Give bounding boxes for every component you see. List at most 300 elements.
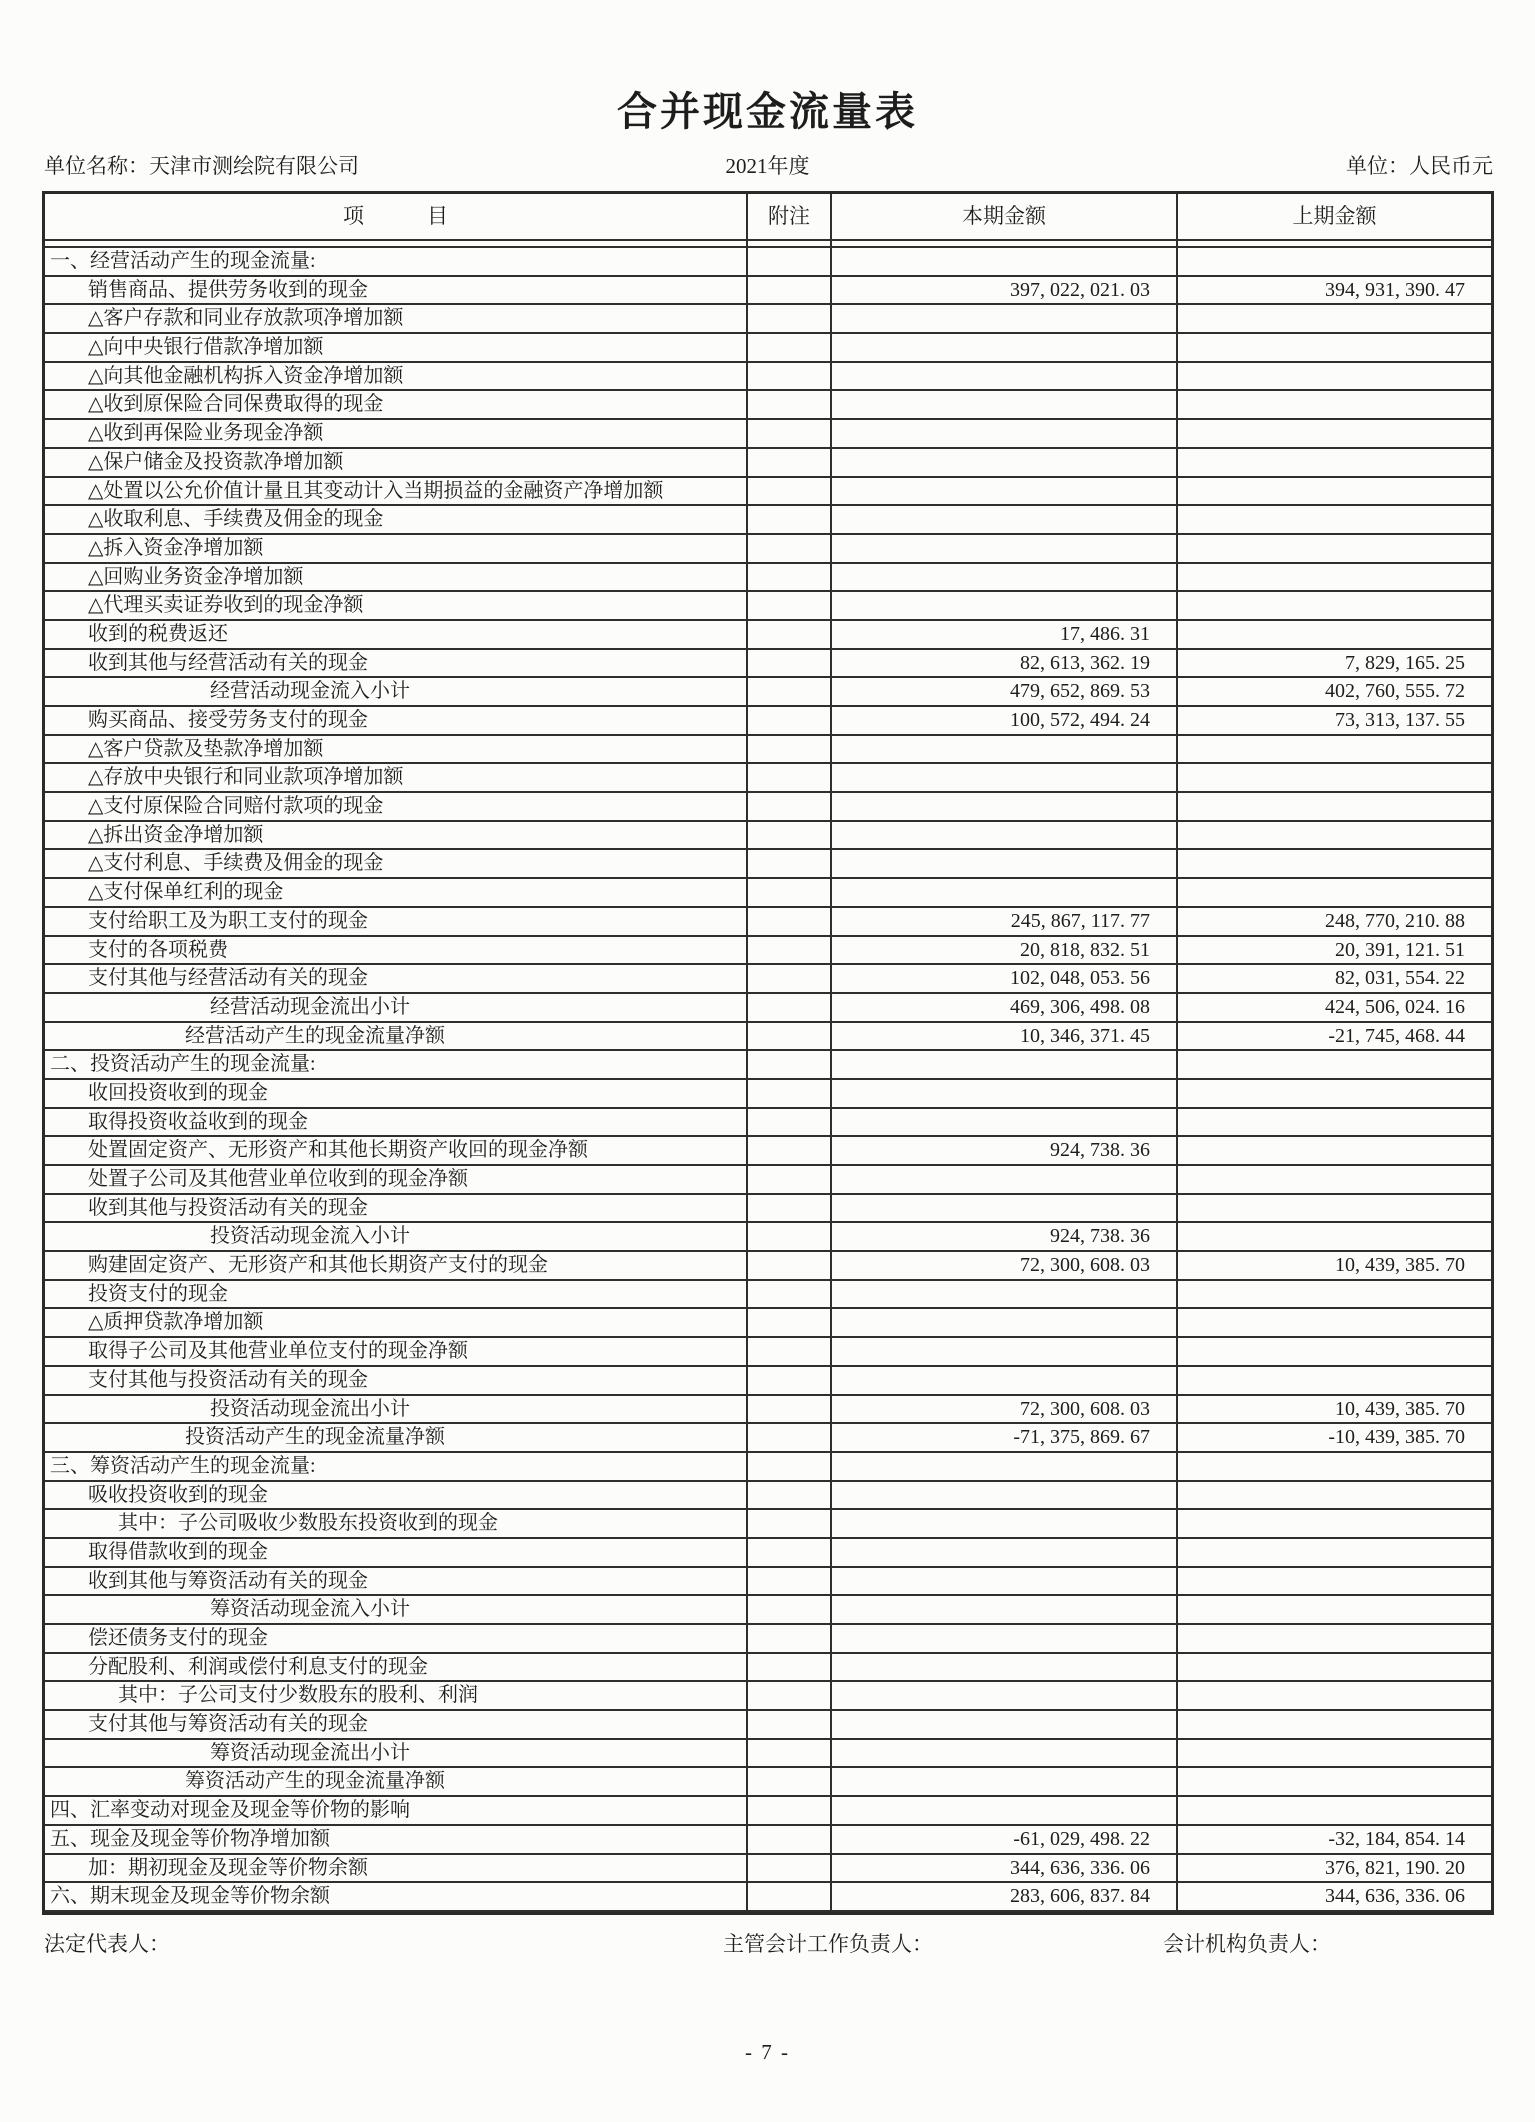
prior-amount-cell [1178, 478, 1491, 507]
current-amount-cell [832, 1539, 1178, 1568]
prior-amount-cell: 10, 439, 385. 70 [1178, 1396, 1491, 1425]
prior-amount-cell [1178, 305, 1491, 334]
current-amount-cell [832, 822, 1178, 851]
item-cell: 筹资活动现金流入小计 [45, 1596, 748, 1625]
note-cell [748, 736, 832, 765]
prior-amount-cell [1178, 1223, 1491, 1252]
table-row [45, 1711, 1491, 1740]
table-row [45, 535, 1491, 564]
note-cell [748, 1596, 832, 1625]
table-row [45, 1740, 1491, 1769]
item-cell: 经营活动产生的现金流量净额 [45, 1023, 748, 1052]
prior-amount-cell [1178, 764, 1491, 793]
item-cell: 筹资活动现金流出小计 [45, 1740, 748, 1769]
current-amount-cell [832, 592, 1178, 621]
current-amount-cell: 245, 867, 117. 77 [832, 908, 1178, 937]
current-amount-cell [832, 1367, 1178, 1396]
note-cell [748, 1080, 832, 1109]
note-cell [748, 334, 832, 363]
item-cell: △支付保单红利的现金 [45, 879, 748, 908]
current-amount-cell: 72, 300, 608. 03 [832, 1252, 1178, 1281]
note-cell [748, 1195, 832, 1224]
item-cell: △收取利息、手续费及佣金的现金 [45, 506, 748, 535]
prior-amount-cell [1178, 822, 1491, 851]
prior-amount-cell [1178, 1568, 1491, 1597]
note-cell [748, 1223, 832, 1252]
note-cell [748, 1654, 832, 1683]
table-row [45, 1482, 1491, 1511]
item-cell: △支付利息、手续费及佣金的现金 [45, 850, 748, 879]
note-cell [748, 707, 832, 736]
table-row [45, 1568, 1491, 1597]
note-cell [748, 1797, 832, 1826]
table-row [45, 305, 1491, 334]
note-cell [748, 277, 832, 306]
note-cell [748, 391, 832, 420]
prior-amount-cell [1178, 1309, 1491, 1338]
prior-amount-cell [1178, 248, 1491, 277]
table-row [45, 506, 1491, 535]
item-cell: △保户储金及投资款净增加额 [45, 449, 748, 478]
current-amount-cell [832, 764, 1178, 793]
note-cell [748, 994, 832, 1023]
prior-amount-cell [1178, 879, 1491, 908]
cash-flow-table [42, 191, 1494, 1915]
item-cell: △向其他金融机构拆入资金净增加额 [45, 363, 748, 392]
note-cell [748, 937, 832, 966]
page-title: 合并现金流量表 [617, 89, 918, 134]
item-cell: △客户贷款及垫款净增加额 [45, 736, 748, 765]
prior-amount-cell [1178, 363, 1491, 392]
note-cell [748, 1367, 832, 1396]
note-cell [748, 1453, 832, 1482]
current-amount-cell: -61, 029, 498. 22 [832, 1826, 1178, 1855]
item-cell: 取得子公司及其他营业单位支付的现金净额 [45, 1338, 748, 1367]
table-row [45, 1682, 1491, 1711]
current-amount-cell [832, 1711, 1178, 1740]
item-cell: 其中：子公司吸收少数股东投资收到的现金 [45, 1510, 748, 1539]
prior-amount-cell [1178, 334, 1491, 363]
note-cell [748, 1682, 832, 1711]
item-cell: 支付其他与经营活动有关的现金 [45, 965, 748, 994]
current-amount-cell [832, 1682, 1178, 1711]
table-row [45, 793, 1491, 822]
note-cell [748, 564, 832, 593]
item-cell: 筹资活动产生的现金流量净额 [45, 1768, 748, 1797]
note-cell [748, 650, 832, 679]
table-body [45, 248, 1491, 1912]
current-amount-cell [832, 1051, 1178, 1080]
prior-amount-cell [1178, 621, 1491, 650]
note-cell [748, 592, 832, 621]
table-row [45, 1654, 1491, 1683]
item-cell: 收到其他与经营活动有关的现金 [45, 650, 748, 679]
item-cell: 收到其他与筹资活动有关的现金 [45, 1568, 748, 1597]
item-cell: 五、现金及现金等价物净增加额 [45, 1826, 748, 1855]
prior-amount-cell: 7, 829, 165. 25 [1178, 650, 1491, 679]
note-cell [748, 908, 832, 937]
note-cell [748, 1396, 832, 1425]
prior-amount-cell [1178, 1137, 1491, 1166]
note-cell [748, 1855, 832, 1884]
table-row [45, 1223, 1491, 1252]
note-cell [748, 1768, 832, 1797]
table-row [45, 1883, 1491, 1912]
table-row [45, 1826, 1491, 1855]
prior-amount-cell [1178, 420, 1491, 449]
current-amount-cell: 469, 306, 498. 08 [832, 994, 1178, 1023]
item-cell: △收到原保险合同保费取得的现金 [45, 391, 748, 420]
prior-amount-cell [1178, 1625, 1491, 1654]
header-prior-column: 上期金额 [1178, 194, 1491, 241]
item-cell: △收到再保险业务现金净额 [45, 420, 748, 449]
note-cell [748, 764, 832, 793]
table-row [45, 1424, 1491, 1453]
prior-amount-cell [1178, 1453, 1491, 1482]
item-cell: 销售商品、提供劳务收到的现金 [45, 277, 748, 306]
prior-amount-cell [1178, 850, 1491, 879]
table-row [45, 1309, 1491, 1338]
table-row [45, 822, 1491, 851]
item-cell: 投资活动现金流入小计 [45, 1223, 748, 1252]
table-row [45, 564, 1491, 593]
meta-line [0, 150, 1535, 176]
current-amount-cell [832, 1625, 1178, 1654]
current-amount-cell [832, 1453, 1178, 1482]
note-cell [748, 478, 832, 507]
prior-amount-cell [1178, 736, 1491, 765]
prior-amount-cell [1178, 1768, 1491, 1797]
current-amount-cell [832, 564, 1178, 593]
prior-amount-cell [1178, 1711, 1491, 1740]
note-cell [748, 1482, 832, 1511]
table-row [45, 678, 1491, 707]
note-cell [748, 965, 832, 994]
table-row [45, 1797, 1491, 1826]
header-current-column: 本期金额 [832, 194, 1178, 241]
current-amount-cell [832, 1338, 1178, 1367]
prior-amount-cell [1178, 449, 1491, 478]
prior-amount-cell [1178, 1797, 1491, 1826]
table-row [45, 764, 1491, 793]
current-amount-cell: 924, 738. 36 [832, 1137, 1178, 1166]
item-cell: 购建固定资产、无形资产和其他长期资产支付的现金 [45, 1252, 748, 1281]
table-row [45, 334, 1491, 363]
current-amount-cell [832, 1596, 1178, 1625]
table-row [45, 478, 1491, 507]
item-cell: 投资支付的现金 [45, 1281, 748, 1310]
note-cell [748, 506, 832, 535]
current-amount-cell [832, 248, 1178, 277]
company-name-label: 单位名称：天津市测绘院有限公司 [44, 154, 359, 178]
table-row [45, 1023, 1491, 1052]
table-row [45, 1109, 1491, 1138]
note-cell [748, 1740, 832, 1769]
note-cell [748, 879, 832, 908]
prior-amount-cell [1178, 1367, 1491, 1396]
item-cell: 收到其他与投资活动有关的现金 [45, 1195, 748, 1224]
prior-amount-cell: -21, 745, 468. 44 [1178, 1023, 1491, 1052]
note-cell [748, 1051, 832, 1080]
table-row [45, 1396, 1491, 1425]
note-cell [748, 1826, 832, 1855]
table-row [45, 420, 1491, 449]
note-cell [748, 1309, 832, 1338]
current-amount-cell: 10, 346, 371. 45 [832, 1023, 1178, 1052]
prior-amount-cell: 20, 391, 121. 51 [1178, 937, 1491, 966]
table-row [45, 908, 1491, 937]
note-cell [748, 1510, 832, 1539]
prior-amount-cell: 10, 439, 385. 70 [1178, 1252, 1491, 1281]
table-row [45, 1338, 1491, 1367]
prior-amount-cell: -32, 184, 854. 14 [1178, 1826, 1491, 1855]
current-amount-cell: -71, 375, 869. 67 [832, 1424, 1178, 1453]
note-cell [748, 363, 832, 392]
item-cell: 六、期末现金及现金等价物余额 [45, 1883, 748, 1912]
current-amount-cell [832, 506, 1178, 535]
note-cell [748, 793, 832, 822]
current-amount-cell [832, 1654, 1178, 1683]
table-spacer-row [45, 241, 1491, 248]
legal-representative-label: 法定代表人： [44, 1932, 170, 1956]
table-row [45, 707, 1491, 736]
note-cell [748, 1281, 832, 1310]
accounting-department-head-label: 会计机构负责人： [1163, 1932, 1331, 1956]
prior-amount-cell [1178, 1596, 1491, 1625]
note-cell [748, 1883, 832, 1912]
prior-amount-cell [1178, 1281, 1491, 1310]
item-cell: △代理买卖证券收到的现金净额 [45, 592, 748, 621]
table-row [45, 1166, 1491, 1195]
item-cell: △向中央银行借款净增加额 [45, 334, 748, 363]
prior-amount-cell [1178, 1166, 1491, 1195]
table-row [45, 937, 1491, 966]
prior-amount-cell [1178, 1510, 1491, 1539]
header-item-column: 项 目 [45, 194, 748, 241]
note-cell [748, 1539, 832, 1568]
current-amount-cell [832, 1281, 1178, 1310]
table-row [45, 1195, 1491, 1224]
table-row [45, 1137, 1491, 1166]
prior-amount-cell [1178, 1740, 1491, 1769]
current-amount-cell [832, 449, 1178, 478]
prior-amount-cell [1178, 592, 1491, 621]
item-cell: 一、经营活动产生的现金流量: [45, 248, 748, 277]
current-amount-cell [832, 1740, 1178, 1769]
prior-amount-cell: 394, 931, 390. 47 [1178, 277, 1491, 306]
table-row [45, 1252, 1491, 1281]
note-cell [748, 850, 832, 879]
item-cell: 投资活动现金流出小计 [45, 1396, 748, 1425]
note-cell [748, 449, 832, 478]
note-cell [748, 1625, 832, 1654]
current-amount-cell: 924, 738. 36 [832, 1223, 1178, 1252]
table-row [45, 1510, 1491, 1539]
prior-amount-cell: 248, 770, 210. 88 [1178, 908, 1491, 937]
prior-amount-cell [1178, 1080, 1491, 1109]
prior-amount-cell: 73, 313, 137. 55 [1178, 707, 1491, 736]
prior-amount-cell [1178, 1338, 1491, 1367]
table-row [45, 994, 1491, 1023]
table-row [45, 850, 1491, 879]
current-amount-cell [832, 1080, 1178, 1109]
item-cell: 收回投资收到的现金 [45, 1080, 748, 1109]
item-cell: △处置以公允价值计量且其变动计入当期损益的金融资产净增加额 [45, 478, 748, 507]
table-header-row [45, 194, 1491, 241]
table-row [45, 736, 1491, 765]
prior-amount-cell [1178, 1654, 1491, 1683]
current-amount-cell [832, 1510, 1178, 1539]
current-amount-cell [832, 879, 1178, 908]
table-row [45, 1453, 1491, 1482]
table-row [45, 391, 1491, 420]
item-cell: 三、筹资活动产生的现金流量: [45, 1453, 748, 1482]
current-amount-cell: 102, 048, 053. 56 [832, 965, 1178, 994]
table-row [45, 1080, 1491, 1109]
prior-amount-cell [1178, 1482, 1491, 1511]
item-cell: 吸收投资收到的现金 [45, 1482, 748, 1511]
item-cell: 四、汇率变动对现金及现金等价物的影响 [45, 1797, 748, 1826]
current-amount-cell [832, 391, 1178, 420]
table-row [45, 1367, 1491, 1396]
prior-amount-cell [1178, 564, 1491, 593]
prior-amount-cell [1178, 1051, 1491, 1080]
item-cell: △质押贷款净增加额 [45, 1309, 748, 1338]
item-cell: 其中：子公司支付少数股东的股利、利润 [45, 1682, 748, 1711]
item-cell: 投资活动产生的现金流量净额 [45, 1424, 748, 1453]
current-amount-cell: 283, 606, 837. 84 [832, 1883, 1178, 1912]
prior-amount-cell [1178, 1195, 1491, 1224]
current-amount-cell: 82, 613, 362. 19 [832, 650, 1178, 679]
current-amount-cell [832, 850, 1178, 879]
note-cell [748, 1338, 832, 1367]
item-cell: △存放中央银行和同业款项净增加额 [45, 764, 748, 793]
note-cell [748, 1252, 832, 1281]
current-amount-cell [832, 1195, 1178, 1224]
currency-unit-label: 单位：人民币元 [1346, 154, 1493, 178]
item-cell: 支付其他与投资活动有关的现金 [45, 1367, 748, 1396]
current-amount-cell [832, 478, 1178, 507]
current-amount-cell [832, 1568, 1178, 1597]
prior-amount-cell: 82, 031, 554. 22 [1178, 965, 1491, 994]
prior-amount-cell [1178, 1109, 1491, 1138]
note-cell [748, 621, 832, 650]
item-cell: 二、投资活动产生的现金流量: [45, 1051, 748, 1080]
page-number: - 7 - [745, 2040, 790, 2064]
table-row [45, 1596, 1491, 1625]
current-amount-cell: 17, 486. 31 [832, 621, 1178, 650]
prior-amount-cell [1178, 793, 1491, 822]
current-amount-cell [832, 305, 1178, 334]
item-cell: 处置子公司及其他营业单位收到的现金净额 [45, 1166, 748, 1195]
item-cell: 取得投资收益收到的现金 [45, 1109, 748, 1138]
current-amount-cell [832, 1797, 1178, 1826]
current-amount-cell: 20, 818, 832. 51 [832, 937, 1178, 966]
note-cell [748, 1568, 832, 1597]
current-amount-cell: 100, 572, 494. 24 [832, 707, 1178, 736]
table-row [45, 277, 1491, 306]
note-cell [748, 1109, 832, 1138]
note-cell [748, 822, 832, 851]
note-cell [748, 420, 832, 449]
prior-amount-cell: -10, 439, 385. 70 [1178, 1424, 1491, 1453]
prior-amount-cell [1178, 506, 1491, 535]
table-row [45, 650, 1491, 679]
note-cell [748, 1711, 832, 1740]
current-amount-cell [832, 1768, 1178, 1797]
current-amount-cell: 397, 022, 021. 03 [832, 277, 1178, 306]
table-row [45, 248, 1491, 277]
prior-amount-cell: 424, 506, 024. 16 [1178, 994, 1491, 1023]
prior-amount-cell [1178, 1682, 1491, 1711]
note-cell [748, 248, 832, 277]
item-cell: 收到的税费返还 [45, 621, 748, 650]
note-cell [748, 1424, 832, 1453]
table-row [45, 879, 1491, 908]
current-amount-cell [832, 736, 1178, 765]
header-note-column: 附注 [748, 194, 832, 241]
current-amount-cell [832, 1109, 1178, 1138]
table-row [45, 449, 1491, 478]
item-cell: 偿还债务支付的现金 [45, 1625, 748, 1654]
table-row [45, 621, 1491, 650]
item-cell: △拆出资金净增加额 [45, 822, 748, 851]
current-amount-cell [832, 1166, 1178, 1195]
table-row [45, 363, 1491, 392]
current-amount-cell [832, 793, 1178, 822]
note-cell [748, 1023, 832, 1052]
signature-line [0, 1928, 1535, 1954]
note-cell [748, 1166, 832, 1195]
item-cell: 分配股利、利润或偿付利息支付的现金 [45, 1654, 748, 1683]
current-amount-cell [832, 363, 1178, 392]
prior-amount-cell: 376, 821, 190. 20 [1178, 1855, 1491, 1884]
fiscal-year-label: 2021年度 [725, 154, 810, 178]
item-cell: 经营活动现金流出小计 [45, 994, 748, 1023]
item-cell: 支付其他与筹资活动有关的现金 [45, 1711, 748, 1740]
item-cell: △支付原保险合同赔付款项的现金 [45, 793, 748, 822]
prior-amount-cell: 402, 760, 555. 72 [1178, 678, 1491, 707]
current-amount-cell: 72, 300, 608. 03 [832, 1396, 1178, 1425]
note-cell [748, 535, 832, 564]
current-amount-cell [832, 1309, 1178, 1338]
item-cell: 经营活动现金流入小计 [45, 678, 748, 707]
current-amount-cell [832, 1482, 1178, 1511]
item-cell: 加：期初现金及现金等价物余额 [45, 1855, 748, 1884]
item-cell: 支付给职工及为职工支付的现金 [45, 908, 748, 937]
table-row [45, 592, 1491, 621]
current-amount-cell [832, 535, 1178, 564]
item-cell: △客户存款和同业存放款项净增加额 [45, 305, 748, 334]
table-row [45, 965, 1491, 994]
table-row [45, 1539, 1491, 1568]
note-cell [748, 305, 832, 334]
chief-accounting-officer-label: 主管会计工作负责人： [723, 1932, 933, 1956]
table-row [45, 1768, 1491, 1797]
current-amount-cell [832, 420, 1178, 449]
item-cell: 处置固定资产、无形资产和其他长期资产收回的现金净额 [45, 1137, 748, 1166]
prior-amount-cell: 344, 636, 336. 06 [1178, 1883, 1491, 1912]
note-cell [748, 1137, 832, 1166]
note-cell [748, 678, 832, 707]
table-row [45, 1281, 1491, 1310]
item-cell: 购买商品、接受劳务支付的现金 [45, 707, 748, 736]
table-row [45, 1855, 1491, 1884]
current-amount-cell [832, 334, 1178, 363]
current-amount-cell: 344, 636, 336. 06 [832, 1855, 1178, 1884]
prior-amount-cell [1178, 391, 1491, 420]
current-amount-cell: 479, 652, 869. 53 [832, 678, 1178, 707]
